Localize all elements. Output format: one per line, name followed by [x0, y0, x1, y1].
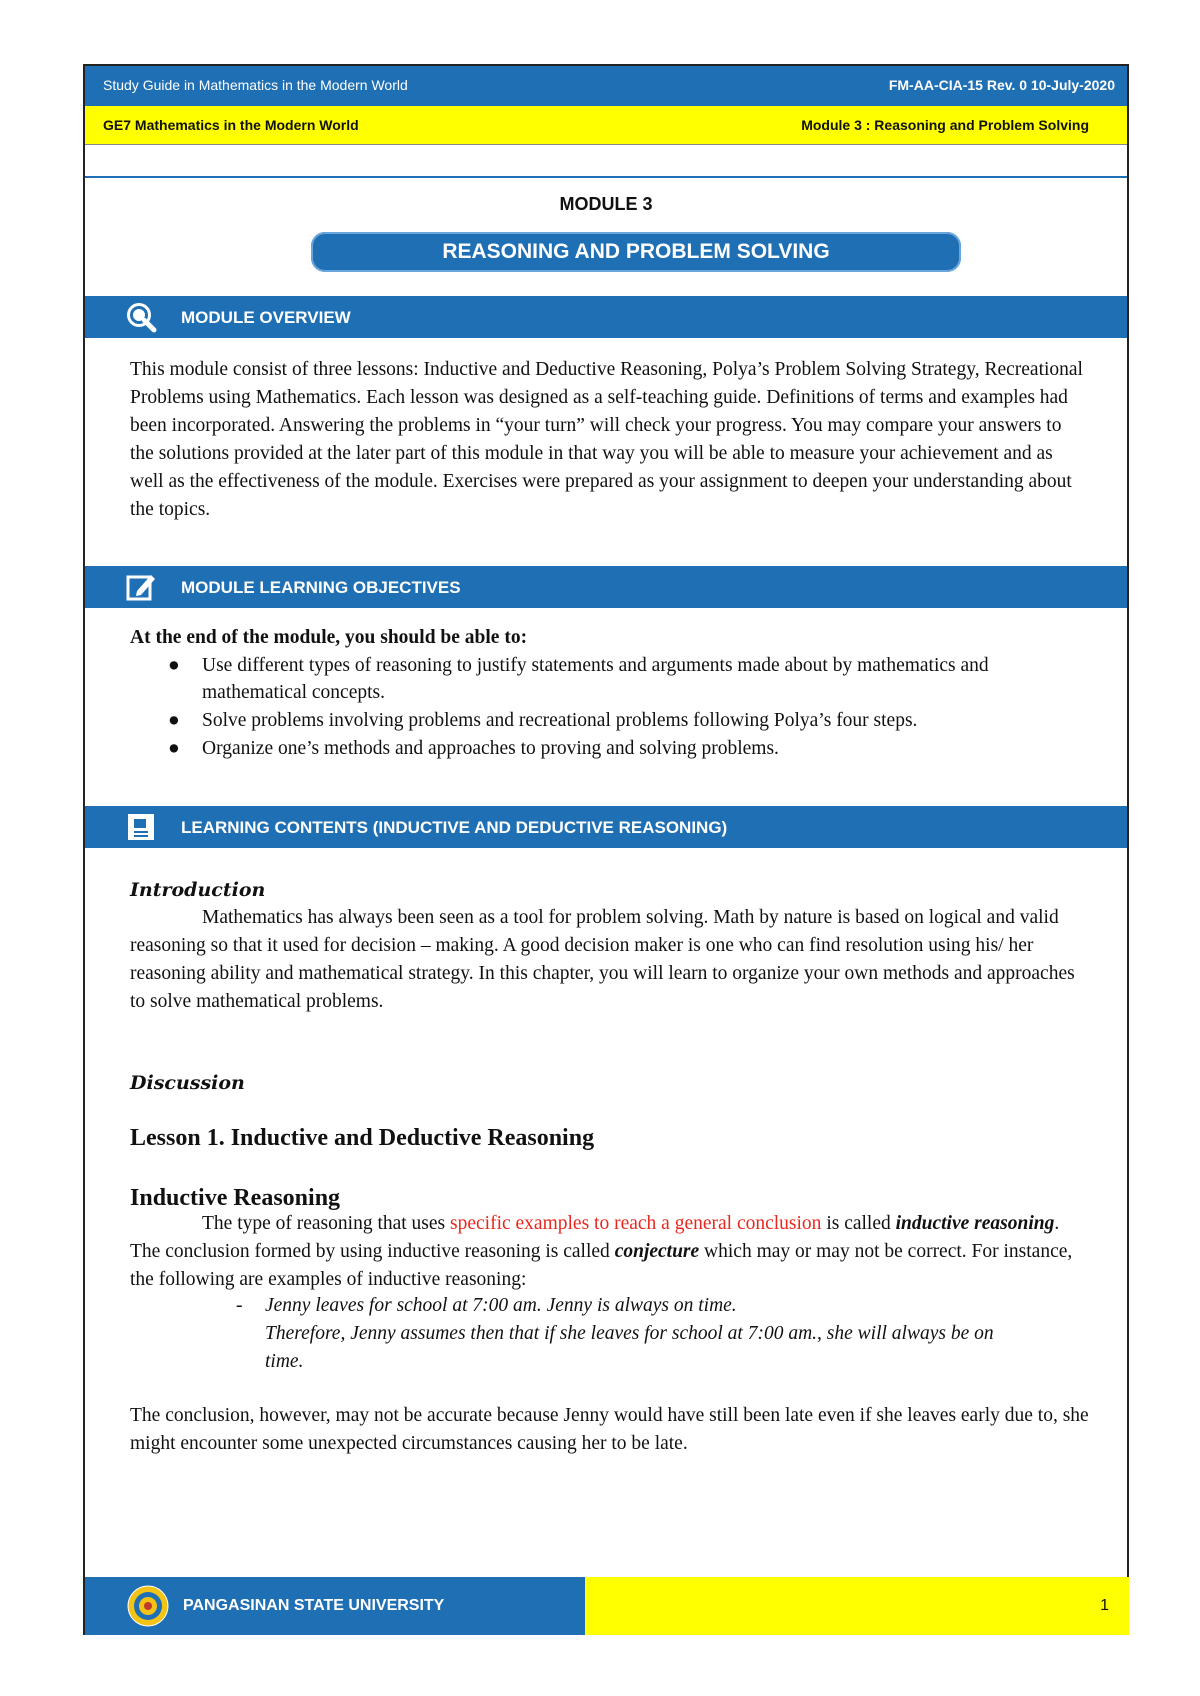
- form-code: FM-AA-CIA-15 Rev. 0 10-July-2020: [888, 77, 1115, 93]
- header-divider: [85, 176, 1127, 178]
- contents-heading: LEARNING CONTENTS (INDUCTIVE AND DEDUCTIVE REASONING): [181, 818, 728, 837]
- course-header-bar: [85, 106, 1127, 145]
- objective-item: ● Solve problems involving problems and recreational problems following Polya’s four steps.: [130, 707, 1090, 734]
- bullet-icon: ●: [168, 655, 180, 676]
- overview-heading: MODULE OVERVIEW: [181, 308, 351, 327]
- overview-section-bar: [85, 296, 1127, 338]
- page-number: 1: [1100, 1597, 1109, 1614]
- document-icon: [125, 811, 157, 843]
- discussion-heading: Discussion: [130, 1072, 245, 1094]
- example-dash: -: [236, 1295, 243, 1316]
- lesson-title: Lesson 1. Inductive and Deductive Reasoning: [130, 1125, 595, 1151]
- guide-title: Study Guide in Mathematics in the Modern World: [103, 77, 408, 93]
- module-title-banner: REASONING AND PROBLEM SOLVING: [311, 232, 961, 272]
- bullet-icon: ●: [168, 710, 180, 731]
- conclusion-text: The conclusion, however, may not be accurate because Jenny would have still been late even if she leaves early due to, she might encounter some unexpected circumstances causing her to be late.: [130, 1405, 1089, 1454]
- objective-item: ● Organize one’s methods and approaches to proving and solving problems.: [130, 735, 1090, 762]
- top-header-bar: [85, 66, 1127, 106]
- definition-paragraph: The type of reasoning that uses specific examples to reach a general conclusion is called inductive reasoning. The conclusion formed by using inductive reasoning is called conjecture which may or may not be correct. For instance, the following are examples of inductive reasoning:: [130, 1213, 1073, 1290]
- section-title: Inductive Reasoning: [130, 1185, 341, 1211]
- term-conjecture: conjecture: [614, 1241, 700, 1262]
- overview-text: This module consist of three lessons: Inductive and Deductive Reasoning, Polya’s Problem Solving Strategy, Recreational Problems using Mathematics. Each lesson was designed as a self-teaching guide. Definitions of terms and examples had been incorporated. Answering the problems in “your turn” will check your progress. You may compare your answers to the solutions provided at the later part of this module in that way you will be able to measure your achievement and as well as the effectiveness of the module. Exercises were prepared as your assignment to deepen your understanding about the topics.: [130, 359, 1083, 520]
- bullet-icon: ●: [168, 738, 180, 759]
- footer: [85, 1577, 1127, 1635]
- magnifier-icon: [125, 301, 157, 333]
- edit-icon: [125, 571, 157, 603]
- module-number: MODULE 3: [559, 194, 653, 214]
- objectives-section-bar: [85, 566, 1127, 608]
- objectives-heading: MODULE LEARNING OBJECTIVES: [181, 578, 461, 597]
- objective-item: ● Use different types of reasoning to justify statements and arguments made about by mathematics and mathematical concepts.: [130, 652, 1090, 706]
- example-line: Jenny leaves for school at 7:00 am. Jenny is always on time.: [265, 1295, 737, 1316]
- document-page: [83, 64, 1129, 1635]
- highlighted-phrase: specific examples to reach a general conclusion: [450, 1213, 822, 1234]
- contents-section-bar: [85, 806, 1127, 848]
- introduction-heading: Introduction: [130, 879, 266, 901]
- objectives-intro: At the end of the module, you should be able to:: [130, 627, 528, 648]
- university-name: PANGASINAN STATE UNIVERSITY: [183, 1597, 445, 1614]
- example-line: Therefore, Jenny assumes then that if she leaves for school at 7:00 am., she will always be on time.: [265, 1323, 994, 1372]
- introduction-text: Mathematics has always been seen as a tool for problem solving. Math by nature is based on logical and valid reasoning so that it used for decision – making. A good decision maker is one who can find resolution using his/ her reasoning ability and mathematical strategy. In this chapter, you will learn to organize your own methods and approaches to solve mathematical problems.: [130, 907, 1075, 1012]
- university-seal-icon: [127, 1585, 169, 1627]
- example-block: [130, 1292, 1090, 1376]
- module-label: Module 3 : Reasoning and Problem Solving: [801, 117, 1089, 133]
- course-title: GE7 Mathematics in the Modern World: [103, 117, 359, 133]
- term-inductive-reasoning: inductive reasoning: [895, 1213, 1055, 1234]
